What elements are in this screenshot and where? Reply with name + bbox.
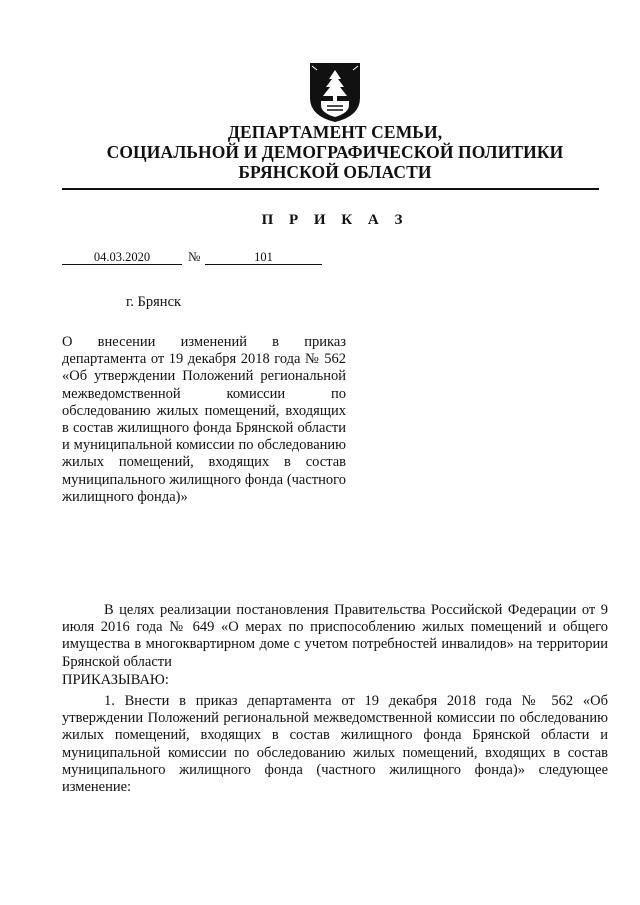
order-keyword: ПРИКАЗЫВАЮ:: [62, 672, 169, 688]
header-divider: [62, 188, 599, 190]
document-number: 101: [205, 250, 322, 265]
number-sign: №: [188, 249, 201, 264]
department-title-line-2: СОЦИАЛЬНОЙ И ДЕМОГРАФИЧЕСКОЙ ПОЛИТИКИ: [106, 142, 564, 162]
document-type-heading: П Р И К А З: [261, 212, 409, 228]
document-subject: О внесении изменений в приказ департамента от 19 декабря 2018 года № 562 «Об утверждении Положений региональной межведомственной комиссии по обследованию жилых помещений, входящих в состав жилищного фонда Брянской области и муниципальной комиссии по обследованию жилых помещений, входящих в состав муниципального жилищного фонда (частного жилищного фонда)»: [62, 334, 346, 505]
bryansk-coat-of-arms-icon: [307, 60, 363, 124]
preamble-paragraph: В целях реализации постановления Правительства Российской Федерации от 9 июля 2016 года № 649 «О мерах по приспособлению жилых помещений и общего имущества в многоквартирном доме с учетом потребностей инвалидов» на территории Брянской области: [62, 602, 608, 670]
document-city: г. Брянск: [126, 294, 182, 310]
order-item-1: 1. Внести в приказ департамента от 19 декабря 2018 года № 562 «Об утверждении Положений региональной межведомственной комиссии по обследованию жилых помещений, входящих в состав жилищного фонда Брянской области и муниципальной комиссии по обследованию жилых помещений, входящих в состав муниципального жилищного фонда (частного жилищного фонда)» следующее изменение:: [62, 693, 608, 796]
department-title-line-3: БРЯНСКОЙ ОБЛАСТИ: [238, 162, 432, 182]
document-date: 04.03.2020: [62, 250, 182, 265]
department-title-line-1: ДЕПАРТАМЕНТ СЕМЬИ,: [227, 122, 443, 142]
